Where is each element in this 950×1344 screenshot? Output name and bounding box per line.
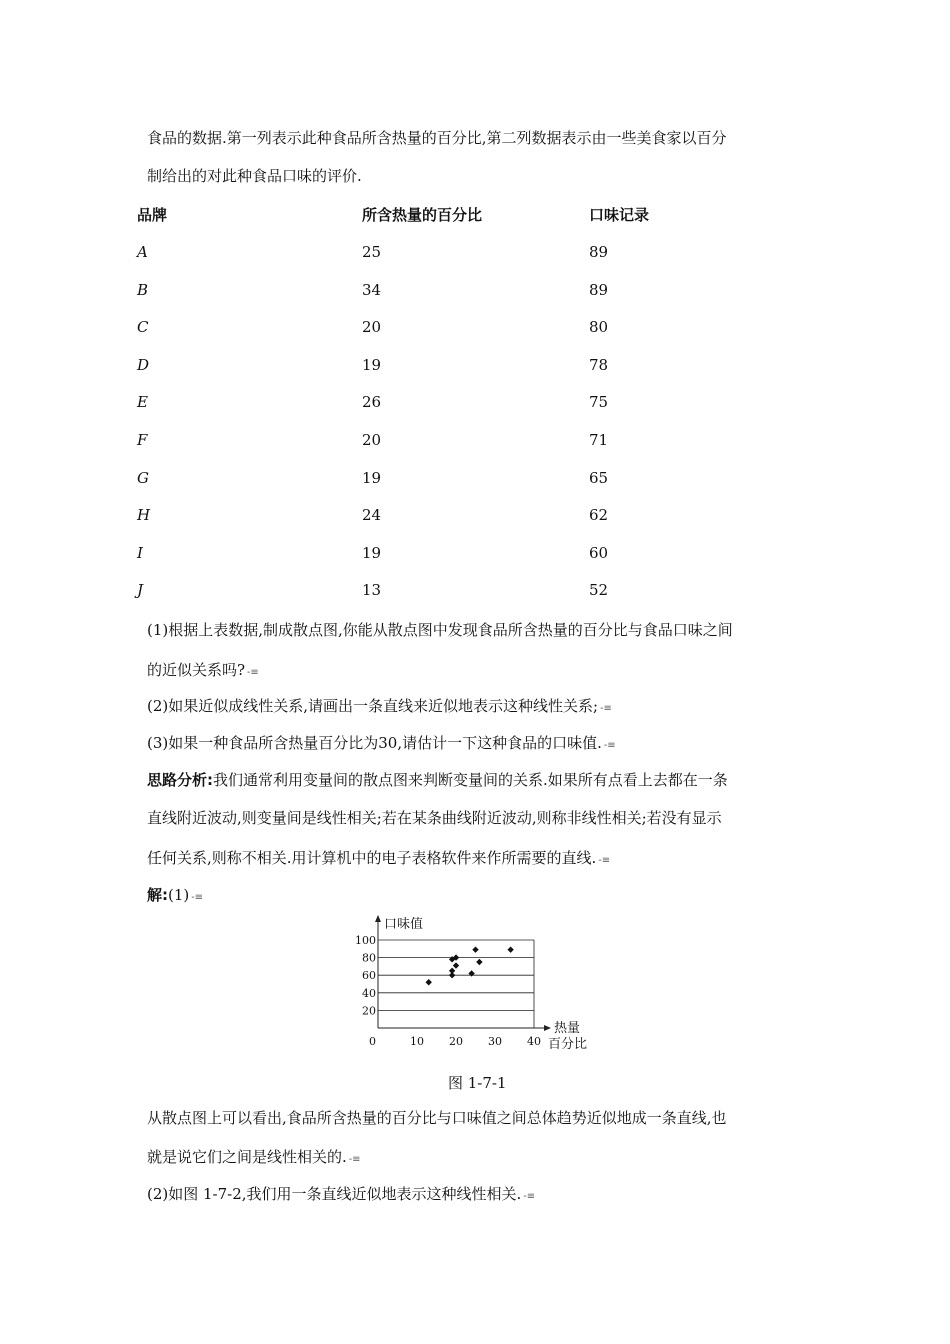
conclusion-line-1: 从散点图上可以看出,食品所含热量的百分比与口味值之间总体趋势近似地成一条直线,也	[147, 1109, 727, 1127]
question-3: (3)如果一种食品所含热量百分比为30,请估计一下这种食品的口味值. -≡	[147, 734, 616, 752]
table-cell-taste: 62	[589, 506, 609, 525]
intro-line-2: 制给出的对此种食品口味的评价.	[147, 167, 362, 185]
table-cell-taste: 75	[589, 393, 609, 412]
x-axis-label-line-2: 百分比	[548, 1037, 588, 1052]
scatter-chart	[348, 912, 608, 1062]
table-cell-taste: 65	[589, 468, 609, 487]
data-point	[507, 946, 513, 952]
table-cell-calorie: 19	[362, 468, 382, 487]
table-cell-calorie: 24	[362, 506, 382, 525]
table-cell-calorie: 19	[362, 355, 382, 374]
solution-label: 解:	[147, 886, 168, 904]
table-cell-taste: 78	[589, 355, 609, 374]
table-cell-calorie: 19	[362, 543, 382, 562]
solution-line: 解:(1) -≡	[147, 886, 204, 904]
y-axis-label: 口味值	[384, 917, 424, 932]
data-point	[426, 979, 432, 985]
table-cell-brand: A	[137, 243, 148, 261]
x-tick-label: 20	[449, 1035, 463, 1048]
table-cell-brand: I	[137, 543, 143, 562]
paragraph-mark: -≡	[603, 740, 616, 751]
table-cell-calorie: 25	[362, 243, 382, 261]
figure-caption: 图 1-7-1	[448, 1074, 507, 1092]
y-tick-label: 40	[362, 986, 376, 1000]
analysis-label: 思路分析:	[147, 771, 213, 789]
y-tick-label: 100	[355, 934, 376, 947]
data-point	[476, 959, 482, 965]
table-header-taste: 口味记录	[589, 206, 650, 224]
table-cell-brand: D	[137, 355, 150, 374]
table-cell-calorie: 20	[362, 318, 382, 337]
x-tick-label: 10	[410, 1035, 424, 1048]
table-cell-brand: B	[137, 280, 149, 299]
data-point	[449, 972, 455, 978]
paragraph-mark: -≡	[191, 892, 204, 903]
table-cell-taste: 52	[589, 581, 609, 600]
table-cell-brand: G	[137, 468, 149, 487]
question-1-line-2: 的近似关系吗? -≡	[147, 661, 259, 679]
table-cell-taste: 89	[589, 280, 609, 299]
table-cell-taste: 89	[589, 243, 609, 261]
table-cell-brand: J	[137, 581, 144, 600]
table-cell-brand: E	[137, 393, 148, 412]
x-tick-label: 40	[527, 1035, 541, 1048]
table-header-calorie: 所含热量的百分比	[362, 206, 483, 224]
paragraph-mark: -≡	[348, 1154, 361, 1165]
x-tick-label: 30	[488, 1035, 502, 1048]
table-cell-taste: 71	[589, 431, 609, 449]
analysis-line-2: 直线附近波动,则变量间是线性相关;若在某条曲线附近波动,则称非线性相关;若没有显示	[147, 809, 722, 827]
y-tick-label: 60	[362, 969, 376, 983]
y-tick-label: 20	[362, 1004, 376, 1018]
table-cell-taste: 60	[589, 543, 609, 562]
x-axis-label-line-1: 热量	[554, 1021, 581, 1036]
paragraph-mark: -≡	[600, 703, 612, 714]
data-point	[468, 970, 474, 976]
data-point	[453, 962, 459, 968]
paragraph-mark: -≡	[598, 855, 611, 866]
y-axis-arrow	[375, 915, 381, 922]
table-cell-taste: 80	[589, 318, 609, 337]
paragraph-mark: -≡	[523, 1191, 536, 1202]
table-header-brand: 品牌	[137, 206, 168, 224]
table-cell-calorie: 13	[362, 581, 382, 600]
paragraph-mark: -≡	[247, 667, 259, 678]
y-tick-label: 80	[362, 951, 376, 965]
analysis-line-1: 思路分析:我们通常利用变量间的散点图来判断变量间的关系.如果所有点看上去都在一条	[147, 771, 728, 789]
data-point	[472, 946, 478, 952]
analysis-line-3: 任何关系,则称不相关.用计算机中的电子表格软件来作所需要的直线. -≡	[147, 849, 611, 867]
question-1-line-1: (1)根据上表数据,制成散点图,你能从散点图中发现食品所含热量的百分比与食品口味之间	[147, 621, 733, 639]
table-cell-calorie: 20	[362, 431, 382, 449]
intro-line-1: 食品的数据.第一列表示此种食品所含热量的百分比,第二列数据表示由一些美食家以百分	[147, 129, 727, 147]
table-cell-brand: F	[137, 431, 148, 449]
table-cell-calorie: 26	[362, 393, 382, 412]
table-cell-calorie: 34	[362, 280, 382, 299]
conclusion-line-2: 就是说它们之间是线性相关的. -≡	[147, 1148, 361, 1166]
part-2-line: (2)如图 1-7-2,我们用一条直线近似地表示这种线性相关. -≡	[147, 1185, 536, 1203]
x-tick-label: 0	[369, 1035, 376, 1048]
question-2: (2)如果近似成线性关系,请画出一条直线来近似地表示这种线性关系; -≡	[147, 697, 612, 715]
table-cell-brand: C	[137, 318, 149, 337]
table-cell-brand: H	[137, 506, 151, 525]
x-axis-arrow	[544, 1025, 551, 1031]
